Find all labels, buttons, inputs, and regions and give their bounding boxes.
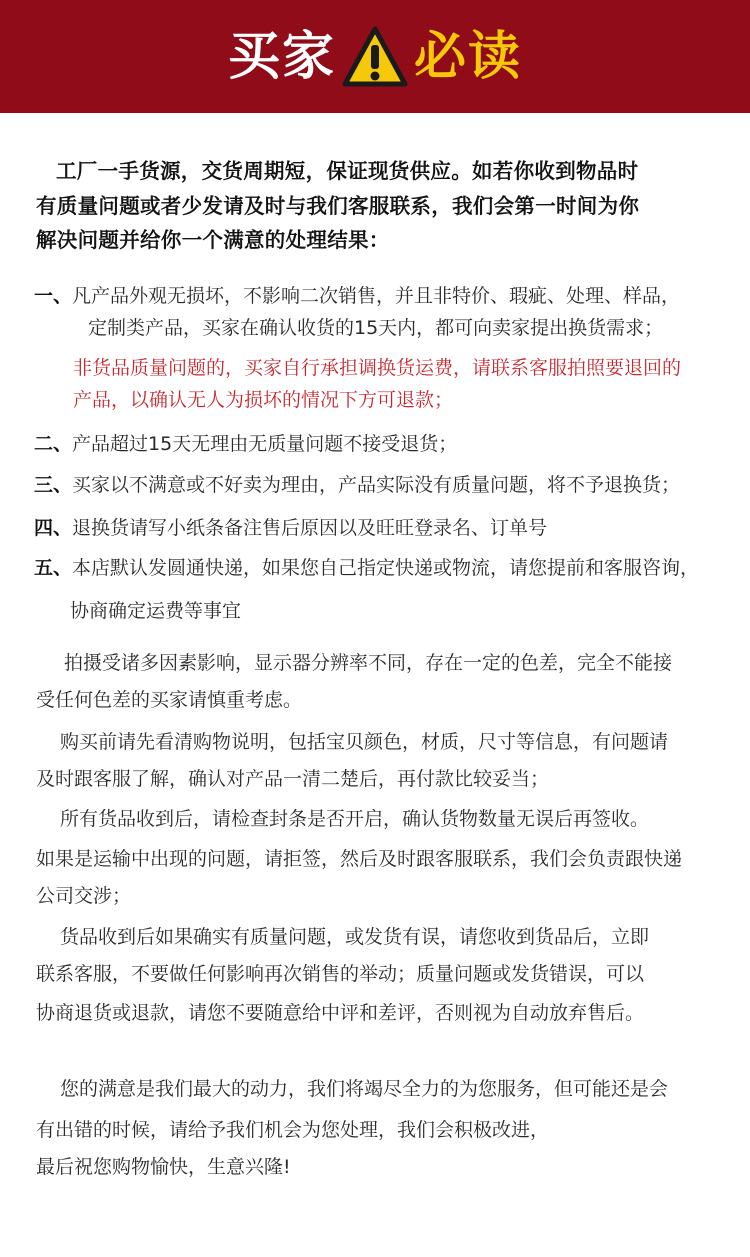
rule-item xyxy=(34,556,699,580)
rule-number: 四、 xyxy=(34,517,73,539)
closing-line: 最后祝您购物愉快，生意兴隆! xyxy=(36,1156,291,1178)
rule-item xyxy=(34,516,547,540)
banner-title xyxy=(228,26,522,88)
note-line: 及时跟客服了解，确认对产品一清二楚后，再付款比较妥当； xyxy=(36,768,550,790)
rule-text: 产品超过15天无理由无质量问题不接受退货； xyxy=(72,433,458,455)
rule-number: 一、 xyxy=(34,285,73,307)
rule-note-red: 非货品质量问题的，买家自行承担调换货运费，请联系客服拍照要退回的 xyxy=(73,357,682,379)
intro-line: 解决问题并给你一个满意的处理结果： xyxy=(36,228,390,252)
note-line: 联系客服，不要做任何影响再次销售的举动；质量问题或发货错误，可以 xyxy=(36,963,645,985)
rule-text: 协商确定运费等事宜 xyxy=(70,600,242,622)
title-right: 必读 xyxy=(414,26,523,87)
closing-line: 有出错的时候，请给予我们机会为您处理，我们会积极改进， xyxy=(36,1119,550,1141)
header-banner xyxy=(0,0,750,113)
rule-item xyxy=(34,284,680,308)
intro-line: 有质量问题或者少发请及时与我们客服联系，我们会第一时间为你 xyxy=(36,194,640,218)
rule-text: 退换货请写小纸条备注售后原因以及旺旺登录名、订单号 xyxy=(72,517,548,539)
note-line: 协商退货或退款，请您不要随意给中评和差评，否则视为自动放弃售后。 xyxy=(36,1002,645,1024)
rule-note-red: 产品，以确认无人为损坏的情况下方可退款； xyxy=(73,389,454,411)
rule-text: 凡产品外观无损坏，不影响二次销售，并且非特价、瑕疵、处理、样品， xyxy=(72,285,681,307)
rule-text: 买家以不满意或不好卖为理由，产品实际没有质量问题，将不予退换货； xyxy=(72,474,681,496)
note-line: 所有货品收到后，请检查封条是否开启，确认货物数量无误后再签收。 xyxy=(60,808,650,830)
rule-number: 三、 xyxy=(34,474,73,496)
note-line: 购买前请先看清购物说明，包括宝贝颜色，材质，尺寸等信息，有问题请 xyxy=(60,731,669,753)
note-line: 如果是运输中出现的问题，请拒签，然后及时跟客服联系，我们会负责跟快递 xyxy=(36,848,683,870)
rule-item xyxy=(34,432,457,456)
rule-item xyxy=(34,473,680,497)
note-line: 货品收到后如果确实有质量问题，或发货有误，请您收到货品后，立即 xyxy=(60,926,650,948)
title-left: 买家 xyxy=(227,26,336,87)
rule-number: 二、 xyxy=(34,433,73,455)
rule-text: 定制类产品，买家在确认收货的15天内，都可向卖家提出换货需求； xyxy=(88,317,664,339)
closing-line: 您的满意是我们最大的动力，我们将竭尽全力的为您服务，但可能还是会 xyxy=(60,1078,669,1100)
intro-line: 工厂一手货源，交货周期短，保证现货供应。如若你收到物品时 xyxy=(56,159,639,183)
note-line: 拍摄受诸多因素影响，显示器分辨率不同，存在一定的色差，完全不能接 xyxy=(64,652,673,674)
note-line: 公司交涉； xyxy=(36,885,132,907)
rule-text: 本店默认发圆通快递，如果您自己指定快递或物流，请您提前和客服咨询， xyxy=(72,557,700,579)
rule-number: 五、 xyxy=(34,557,73,579)
note-line: 受任何色差的买家请慎重考虑。 xyxy=(36,689,303,711)
warning-triangle-icon xyxy=(342,26,408,88)
